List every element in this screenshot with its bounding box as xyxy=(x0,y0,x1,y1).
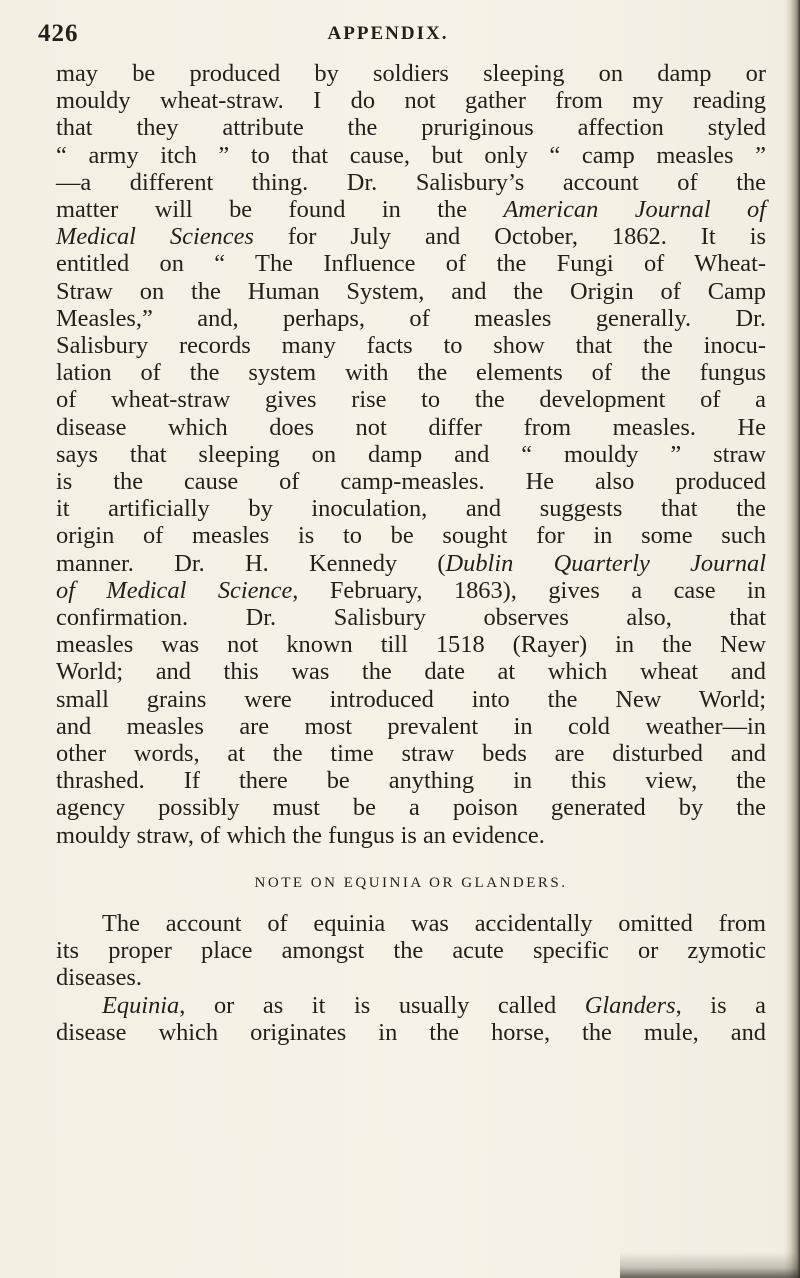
note-paragraph xyxy=(56,910,766,1046)
text-line: Salisbury records many facts to show that the inocu- xyxy=(56,332,766,360)
body-paragraph xyxy=(56,60,766,849)
italic-title: Medical Sciences xyxy=(56,223,254,251)
italic-title: American Journal of xyxy=(503,196,766,224)
bottom-corner-shadow xyxy=(620,1252,800,1278)
text-line: Measles,” and, perhaps, of measles generally. Dr. xyxy=(56,304,766,332)
running-head: APPENDIX. xyxy=(327,23,449,44)
text-line: Straw on the Human System, and the Origin of Camp xyxy=(56,277,766,305)
text-line: disease which originates in the horse, the mule, and xyxy=(56,1018,766,1046)
page-header xyxy=(28,20,748,50)
italic-title: of Medical Science xyxy=(56,576,293,604)
text-line: matter will be found in the American Journal of xyxy=(56,196,766,224)
text-line: “ army itch ” to that cause, but only “ camp measles ” xyxy=(56,141,766,169)
italic-title: Dublin Quarterly Journal xyxy=(445,549,766,577)
text-line: diseases. xyxy=(56,964,143,992)
text-line: agency possibly must be a poison generated by the xyxy=(56,794,766,822)
text-line: its proper place amongst the acute specific or zymotic xyxy=(56,937,766,965)
text-line: thrashed. If there be anything in this view, the xyxy=(56,767,766,795)
italic-term: Equinia xyxy=(102,991,180,1019)
text-line: other words, at the time straw beds are disturbed and xyxy=(56,740,766,768)
text-line: entitled on “ The Influence of the Fungi of Wheat- xyxy=(56,250,766,278)
text-line: mouldy straw, of which the fungus is an evidence. xyxy=(56,821,545,849)
text-line: and measles are most prevalent in cold weather—in xyxy=(56,712,766,740)
text-line: that they attribute the pruriginous affection styled xyxy=(56,114,766,142)
page-edge-shadow xyxy=(784,0,800,1278)
text-line: of Medical Science, February, 1863), gives a case in xyxy=(56,576,766,604)
text-line: it artificially by inoculation, and suggests that the xyxy=(56,495,766,523)
text-line: may be produced by soldiers sleeping on damp or xyxy=(56,60,766,87)
text-line: manner. Dr. H. Kennedy (Dublin Quarterly Journal xyxy=(56,549,766,577)
text-line: disease which does not differ from measles. He xyxy=(56,413,766,441)
text-line: World; and this was the date at which wheat and xyxy=(56,658,766,686)
text-line: lation of the system with the elements of the fungus xyxy=(56,359,766,387)
text-line: —a different thing. Dr. Salisbury’s account of the xyxy=(56,168,766,196)
text-line: measles was not known till 1518 (Rayer) in the New xyxy=(56,631,766,659)
text-line: The account of equinia was accidentally omitted from xyxy=(102,910,766,937)
section-heading: NOTE ON EQUINIA OR GLANDERS. xyxy=(254,875,568,891)
text-line: is the cause of camp-measles. He also produced xyxy=(56,468,766,496)
text-line: says that sleeping on damp and “ mouldy ” straw xyxy=(56,440,766,468)
text-line: Equinia, or as it is usually called Glanders, is a xyxy=(102,991,766,1019)
text-line: mouldy wheat-straw. I do not gather from my reading xyxy=(56,87,766,115)
text-line: origin of measles is to be sought for in some such xyxy=(56,522,766,550)
text-line: small grains were introduced into the New World; xyxy=(56,685,766,713)
page-number: 426 xyxy=(38,20,79,47)
text-line: confirmation. Dr. Salisbury observes also, that xyxy=(56,604,766,632)
italic-term: Glanders xyxy=(584,991,676,1019)
text-line: Medical Sciences for July and October, 1862. It is xyxy=(56,223,766,251)
text-line: of wheat-straw gives rise to the development of a xyxy=(56,386,766,414)
